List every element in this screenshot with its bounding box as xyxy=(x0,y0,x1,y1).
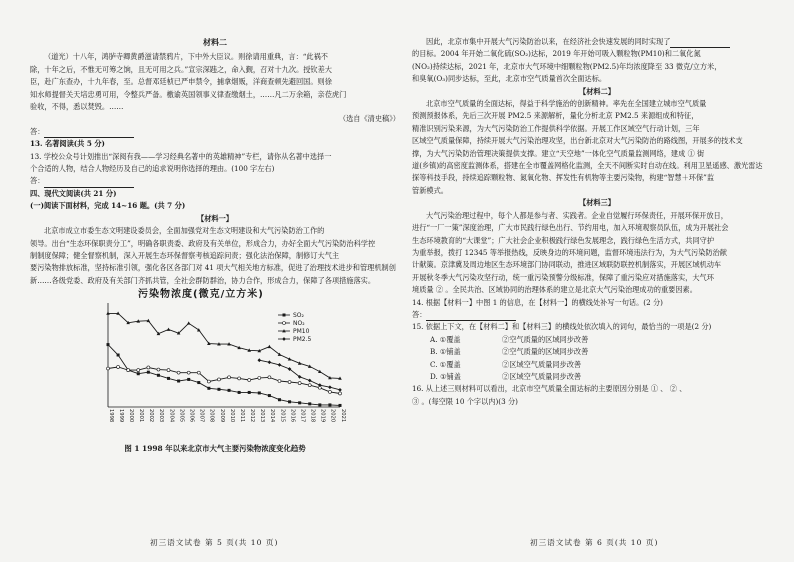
page-5 xyxy=(30,36,400,456)
intro-line xyxy=(412,36,782,48)
data-point xyxy=(207,387,210,390)
legend-marker xyxy=(283,322,286,325)
x-tick-label: 2016 xyxy=(289,409,296,423)
data-point xyxy=(217,378,220,381)
pollution-chart xyxy=(78,289,348,439)
option-text: ②区域空气质量同步改善 xyxy=(502,359,582,369)
material2-line: 区域空气质量保障，持续开展大气污染治理攻坚，出台新北京对大气污染防治的路线图，开展多的技术支 xyxy=(412,136,743,146)
data-point xyxy=(248,379,251,382)
x-tick-label: 2009 xyxy=(218,409,225,423)
option-letter: C. ①覆盖 xyxy=(430,359,461,369)
intro-line: (NO₂)持续达标，2021 年，北京市大气环境中细颗粒物(PM2.5)年均浓度降至 33 微克/立方米， xyxy=(412,61,722,71)
data-point xyxy=(238,377,241,380)
data-point xyxy=(258,377,261,380)
material2-line: 撑，为大气污染防治管理决策提供支撑。建立“天空地”一体化空气质量监测网络，建成 ① 街 xyxy=(412,148,705,158)
material1-line: 新……各级党委、政府及有关部门齐抓共管，全社会群防群治，协力合作，形成合力，保障了各项措施落实。 xyxy=(30,275,376,285)
answer-blank[interactable] xyxy=(44,129,134,138)
material1-line: 北京市成立市委生态文明建设委员会，全面加强党对生态文明建设和大气污染防治工作的 xyxy=(44,226,325,236)
data-point xyxy=(217,388,220,391)
data-point xyxy=(187,322,191,325)
answer-line[interactable] xyxy=(412,309,782,321)
footer-right: 初三语文试卷 第 6 页(共 10 页) xyxy=(530,538,659,547)
legend-marker xyxy=(282,337,286,341)
data-point xyxy=(147,366,150,369)
data-point xyxy=(278,380,281,383)
data-point xyxy=(157,368,160,371)
data-point xyxy=(258,358,262,362)
material2-line: 探等科技手段，持续追踪颗粒物、氮氧化物、挥发性有机物等主要污染物，构建“智慧＋环保”监 xyxy=(412,173,715,183)
x-tick-label: 2004 xyxy=(168,409,175,423)
intro-line: 和臭氧(O₃)同步达标，至此，北京市空气质量首次全面达标。 xyxy=(412,74,607,84)
q15-option-d[interactable] xyxy=(412,371,782,383)
q13-heading: 13. 名著阅读(共 5 分) xyxy=(30,139,105,149)
data-point xyxy=(268,361,272,365)
classical-line: 除，十年之后，不惟无可筹之饷，且无可用之兵。”宣宗深韪之，命入觐，召对十九次。授钦差大 xyxy=(30,64,332,74)
x-tick-label: 2017 xyxy=(299,409,306,423)
x-tick-label: 2014 xyxy=(269,409,276,423)
data-point xyxy=(328,404,331,407)
classical-line: 验收，不得，悉以焚毁。…… xyxy=(30,102,124,112)
x-tick-label: 2005 xyxy=(178,409,185,423)
x-tick-label: 2006 xyxy=(188,409,195,423)
legend-marker xyxy=(283,314,286,317)
material3-line: 进行“一厂一策”深度治理，广大市民践行绿色出行、节约用电，加入环境观察员队伍，成为开展社会 xyxy=(412,223,729,233)
data-point xyxy=(298,382,301,385)
data-point xyxy=(248,391,251,394)
data-point xyxy=(328,385,332,389)
data-point xyxy=(207,380,210,383)
legend-label: PM2.5 xyxy=(293,336,312,344)
q15-option-c[interactable] xyxy=(412,359,782,371)
section4-sub: (一)阅读下面材料，完成 14~16 题。(共 7 分) xyxy=(30,201,186,211)
data-point xyxy=(268,394,271,397)
x-tick-label: 2013 xyxy=(259,409,266,423)
q16-prompt: 16. 从上述三则材料可以看出，北京市空气质量全面达标的主要原因分别是 ① 、 ② 、 xyxy=(412,384,687,394)
x-tick-label: 2021 xyxy=(339,409,346,423)
intro-text: 因此，北京市集中开展大气污染防治以来，在经济社会快速发展的同时实现了 xyxy=(426,37,671,46)
data-point xyxy=(167,369,170,372)
option-text: ②空气质量的区域同步改善 xyxy=(502,347,589,357)
material3-line: 计献策。京津冀及周边地区生态环境部门协同联动，推进区域联防联控机制落实，开展区域机动车 xyxy=(412,260,722,270)
material2-line: 道(乡镇)的高密度监测体系，搭建在全市覆盖网格化监测，全天不间断实时自动在线。利用卫星遥感、激光雷达 xyxy=(412,161,763,171)
x-tick-label: 2008 xyxy=(208,409,215,423)
x-tick-label: 2012 xyxy=(249,409,256,423)
answer-label: 答： xyxy=(30,176,45,186)
x-tick-label: 2020 xyxy=(329,409,336,423)
data-point xyxy=(308,379,312,383)
data-point xyxy=(308,403,311,406)
x-tick-label: 2011 xyxy=(238,409,245,423)
data-point xyxy=(137,372,140,375)
x-tick-label: 1998 xyxy=(107,409,114,423)
data-point xyxy=(308,384,311,387)
material1-title: 【材料一】 xyxy=(197,213,233,223)
blank-material1[interactable] xyxy=(670,39,730,48)
material1-line: 要污染物排放标准，坚持标准引领，强化各区各部门对 41 项大气相关地方标准，促进了治理技术进步和管理机制创 xyxy=(30,263,396,273)
answer-line[interactable] xyxy=(30,175,400,187)
series-line-0 xyxy=(108,345,340,406)
option-letter: A. ①覆盖 xyxy=(430,334,461,344)
data-point xyxy=(187,378,190,381)
material2-title-left: 材料二 xyxy=(203,37,227,47)
x-tick-label: 2002 xyxy=(148,409,155,423)
data-point xyxy=(197,381,200,384)
material2-title: 【材料二】 xyxy=(579,86,615,96)
legend-label: SO₂ xyxy=(293,312,304,320)
x-tick-label: 2015 xyxy=(279,409,286,423)
data-point xyxy=(167,328,171,331)
material3-line: 境质量 ② 。全民共治、区域协同的治理体系的建立是北京大气污染治理成功的重要因素。 xyxy=(412,285,697,295)
material3-line: 生态环境教育的“大课堂”；广大社会企业积极践行绿色发展理念，践行绿色生活方式，共同守护 xyxy=(412,235,715,245)
x-tick-label: 1999 xyxy=(117,409,124,423)
x-tick-label: 2003 xyxy=(158,409,165,423)
data-point xyxy=(147,371,150,374)
x-tick-label: 2001 xyxy=(138,409,145,423)
classical-line: 臣，赴广东查办，十九年春，至。总督邓廷桢已严申禁令，捕拿烟贩，洋商查顿先避回国。则徐 xyxy=(30,77,332,87)
option-letter: B. ①铺盖 xyxy=(430,347,461,357)
data-point xyxy=(238,391,241,394)
material3-line: 为重举报，拨打 12345 等举报热线，反映身边的环境问题，监督环境违法行为，为大气污染防治献 xyxy=(412,247,727,257)
q15-prompt: 15. 依据上下文，在【材料二】和【材料三】的横线处依次填入的词句，最恰当的一项是(2 分) xyxy=(412,322,712,332)
material2-line: 北京市空气质量的全面达标，得益于科学施治的创新精神。率先在全国建立城市空气质量 xyxy=(426,99,707,109)
option-letter: D. ①铺盖 xyxy=(430,371,461,381)
data-point xyxy=(228,389,231,392)
data-point xyxy=(187,371,190,374)
data-point xyxy=(278,363,282,367)
data-point xyxy=(127,369,130,372)
material2-line: 精准识别污染来源，为大气污染防治工作提供科学依据。开展工作区域空气行动计划，三年 xyxy=(412,123,700,133)
legend-label: NO₂ xyxy=(293,320,305,328)
data-point xyxy=(328,391,331,394)
data-point xyxy=(278,398,281,401)
material3-title: 【材料三】 xyxy=(579,198,615,208)
classical-line: 知水师提督关天培忠勇可用，令整兵严备。檄谕英国领事义律查缴烟土，……凡二万余箱，亲莅虎门 xyxy=(30,89,347,99)
data-point xyxy=(177,371,180,374)
q13-line: 个合适的人物，结合人物经历及自己的追求说明你选择的理由。(100 字左右) xyxy=(30,164,275,174)
material3-line: 开展秋冬季大气污染攻坚行动，统一重污染预警分级标准，保障了重污染应对措施落实，大气环 xyxy=(412,272,714,282)
data-point xyxy=(117,366,120,369)
x-tick-label: 2007 xyxy=(198,409,205,423)
answer-blank[interactable] xyxy=(44,179,134,188)
data-point xyxy=(318,404,321,407)
figure-caption: 图 1 1998 年以来北京市大气主要污染物浓度变化趋势 xyxy=(124,444,306,454)
x-tick-label: 2000 xyxy=(127,409,134,423)
data-point xyxy=(288,381,291,384)
page-6 xyxy=(412,36,782,408)
answer-blank[interactable] xyxy=(426,312,516,321)
material3-line: 大气污染治理过程中，每个人都是参与者、实践者。企业自觉履行环保责任，开展环保开放日， xyxy=(426,210,728,220)
data-point xyxy=(288,400,291,403)
material2-source: （选自《清史稿》） xyxy=(338,114,400,124)
x-tick-label: 2018 xyxy=(309,409,316,423)
chart-title: 污染物浓度(微克/立方米) xyxy=(138,289,264,301)
answer-line[interactable] xyxy=(30,126,400,138)
q16-prompt-cont: ③ 。(每空限 10 个字以内)(3 分) xyxy=(412,396,518,406)
data-point xyxy=(177,380,180,383)
material1-line: 制制度保障；健全督察机制，深入开展生态环保督察考核追踪问责；强化法治保障，制修订大气主 xyxy=(30,250,340,260)
data-point xyxy=(117,354,120,357)
section4-heading: 四、现代文阅读(共 21 分) xyxy=(30,188,117,198)
data-point xyxy=(157,374,160,377)
material1-line: 领导。出台“生态环保职责分工”，明确各职责委、政府及有关单位，形成合力，办好全面大气污染防治科学控 xyxy=(30,238,376,248)
q15-option-a[interactable] xyxy=(412,334,782,346)
data-point xyxy=(268,345,272,348)
data-point xyxy=(258,392,261,395)
answer-label: 答： xyxy=(30,126,45,136)
option-text: ②区域空气质量同步改善 xyxy=(502,371,582,381)
q14-prompt: 14. 根据【材料一】中图 1 的信息，在【材料一】的横线处补写一句话。(2 分) xyxy=(412,297,663,307)
intro-line: 的目标。2004 年开始二氧化硫(SO₂)达标，2019 年开始可吸入颗粒物(PM10)和二氧化氮 xyxy=(412,49,701,59)
footer-left: 初三语文试卷 第 5 页(共 10 页) xyxy=(150,538,279,547)
classical-text xyxy=(30,51,400,113)
q15-option-b[interactable] xyxy=(412,346,782,358)
data-point xyxy=(339,404,342,407)
data-point xyxy=(137,369,140,372)
x-tick-label: 2010 xyxy=(228,409,235,423)
classical-line: （道光）十八年，鸿胪寺卿黄爵滋请禁鸦片，下中外大臣议。则徐请用重典，言：“此祸不 xyxy=(44,52,328,62)
data-point xyxy=(298,401,301,404)
chart-svg xyxy=(78,289,348,439)
answer-label: 答： xyxy=(412,309,427,319)
legend-label: PM10 xyxy=(293,328,310,336)
data-point xyxy=(338,388,342,392)
data-point xyxy=(197,371,200,374)
x-tick-label: 2019 xyxy=(319,409,326,423)
material2-line: 管新模式。 xyxy=(412,185,448,195)
data-point xyxy=(228,376,231,379)
data-point xyxy=(268,376,271,379)
data-point xyxy=(107,367,110,370)
option-text: ②空气质量的区域同步改善 xyxy=(502,334,589,344)
data-point xyxy=(339,392,342,395)
data-point xyxy=(107,343,110,346)
material2-line: 预测预报体系，先后三次开展 PM2.5 来源解析，量化分析北京 PM2.5 来源组成和特征， xyxy=(412,111,699,121)
q13-line: 13. 学校公众号计划推出“深阅有我——学习经典名著中的英雄精神”专栏，请你从名著中选择一 xyxy=(30,151,332,161)
data-point xyxy=(167,377,170,380)
